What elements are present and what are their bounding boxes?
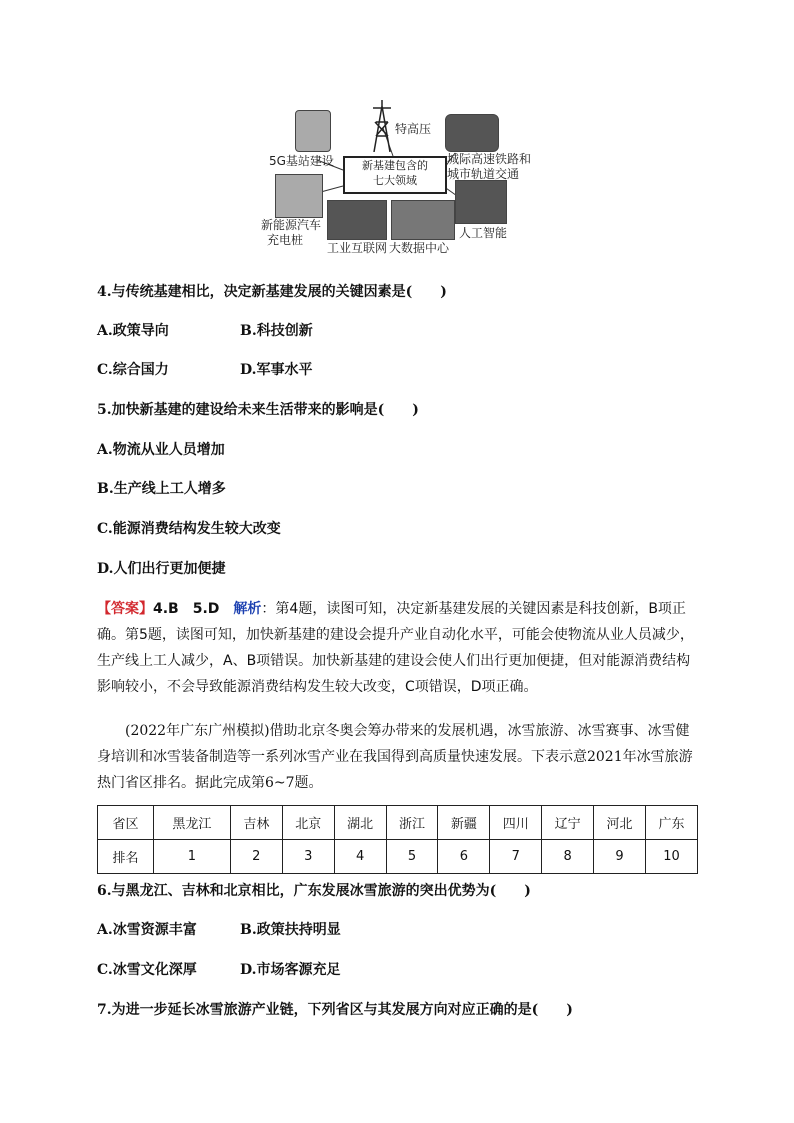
table-cell: 广东 (646, 806, 698, 840)
ev-charger-icon (275, 174, 323, 218)
question-4-option-b[interactable]: B.科技创新 (240, 323, 313, 339)
table-cell: 5 (386, 840, 438, 874)
table-header-cell: 省区 (98, 806, 154, 840)
table-cell: 1 (154, 840, 231, 874)
question-5-option-c[interactable]: C.能源消费结构发生较大改变 (97, 521, 281, 537)
table-cell: 浙江 (386, 806, 438, 840)
center-box (343, 156, 447, 194)
question-5-option-d[interactable]: D.人们出行更加便捷 (97, 561, 226, 577)
label-industrial: 工业互联网 (327, 241, 388, 255)
5g-tower-icon (295, 110, 331, 152)
question-4-options-cd (97, 360, 313, 380)
table-cell: 8 (542, 840, 594, 874)
table-cell: 河北 (594, 806, 646, 840)
question-4-option-c[interactable]: C.综合国力 (97, 362, 169, 378)
question-6-option-c[interactable]: C.冰雪文化深厚 (97, 962, 197, 978)
big-data-icon (391, 200, 455, 240)
center-box-line1: 新基建包含的 (362, 159, 428, 172)
table-cell: 四川 (490, 806, 542, 840)
table-row (98, 840, 698, 874)
label-ai: 人工智能 (459, 226, 508, 240)
explanation-tag: 解析 (233, 601, 262, 617)
answer-explanation (97, 596, 697, 700)
ranking-table (97, 805, 698, 874)
table-cell: 6 (438, 840, 490, 874)
label-rail-2: 城市轨道交通 (447, 167, 520, 181)
question-4-option-a[interactable]: A.政策导向 (97, 323, 169, 339)
industrial-internet-icon (327, 200, 387, 240)
question-6-options-cd (97, 960, 341, 980)
question-6-option-b[interactable]: B.政策扶持明显 (240, 922, 341, 938)
question-6-option-a[interactable]: A.冰雪资源丰富 (97, 922, 197, 938)
table-cell: 2 (230, 840, 282, 874)
high-speed-rail-icon (445, 114, 499, 152)
table-cell: 辽宁 (542, 806, 594, 840)
label-5g: 5G基站建设 (269, 154, 334, 168)
table-cell: 4 (334, 840, 386, 874)
material-paragraph: (2022年广东广州模拟)借助北京冬奥会筹办带来的发展机遇，冰雪旅游、冰雪赛事、冰雪健身培训和冰雪装备制造等一系列冰雪产业在我国得到高质量快速发展。下表示意2021年冰雪旅游热门省区排名。据此完成第6~7题。 (97, 723, 693, 791)
ai-robot-icon (455, 180, 507, 224)
table-cell: 10 (646, 840, 698, 874)
question-4-options-ab (97, 321, 313, 341)
answer-tag: 【答案】 (97, 601, 153, 617)
explanation-body: ：第4题，读图可知，决定新基建发展的关键因素是科技创新，B项正确。第5题，读图可知，加快新基建的建设会提升产业自动化水平，可能会使物流从业人员减少，生产线上工人减少，A、B项错误。加快新基建的建设会使人们出行更加便捷，但对能源消费结构影响较小，不会导致能源消费结构发生较大改变，C项错误，D项正确。 (97, 601, 694, 695)
label-ev-1: 新能源汽车 (261, 218, 322, 232)
table-cell: 湖北 (334, 806, 386, 840)
question-4-stem: 4.与传统基建相比，决定新基建发展的关键因素是( ) (97, 284, 447, 300)
table-cell: 新疆 (438, 806, 490, 840)
question-4-option-d[interactable]: D.军事水平 (240, 362, 313, 378)
label-rail-1: 城际高速铁路和 (447, 152, 532, 166)
table-cell: 吉林 (230, 806, 282, 840)
new-infrastructure-figure (255, 98, 545, 258)
table-cell: 北京 (282, 806, 334, 840)
label-bigdata: 大数据中心 (389, 241, 450, 255)
label-uhv: 特高压 (395, 122, 432, 136)
table-cell: 7 (490, 840, 542, 874)
question-6-options-ab (97, 920, 341, 940)
table-cell: 9 (594, 840, 646, 874)
table-row (98, 806, 698, 840)
table-cell: 3 (282, 840, 334, 874)
question-5-stem: 5.加快新基建的建设给未来生活带来的影响是( ) (97, 402, 419, 418)
question-5-option-a[interactable]: A.物流从业人员增加 (97, 442, 225, 458)
question-5-option-b[interactable]: B.生产线上工人增多 (97, 481, 226, 497)
question-7-stem: 7.为进一步延长冰雪旅游产业链，下列省区与其发展方向对应正确的是( ) (97, 1002, 573, 1018)
table-cell: 黑龙江 (154, 806, 231, 840)
answer-key: 4.B 5.D (153, 601, 234, 617)
power-tower-icon (367, 100, 397, 152)
center-box-line2: 七大领域 (373, 174, 417, 187)
label-ev-2: 充电桩 (267, 233, 304, 247)
question-6-option-d[interactable]: D.市场客源充足 (240, 962, 341, 978)
table-header-cell: 排名 (98, 840, 154, 874)
question-6-stem: 6.与黑龙江、吉林和北京相比，广东发展冰雪旅游的突出优势为( ) (97, 883, 531, 899)
